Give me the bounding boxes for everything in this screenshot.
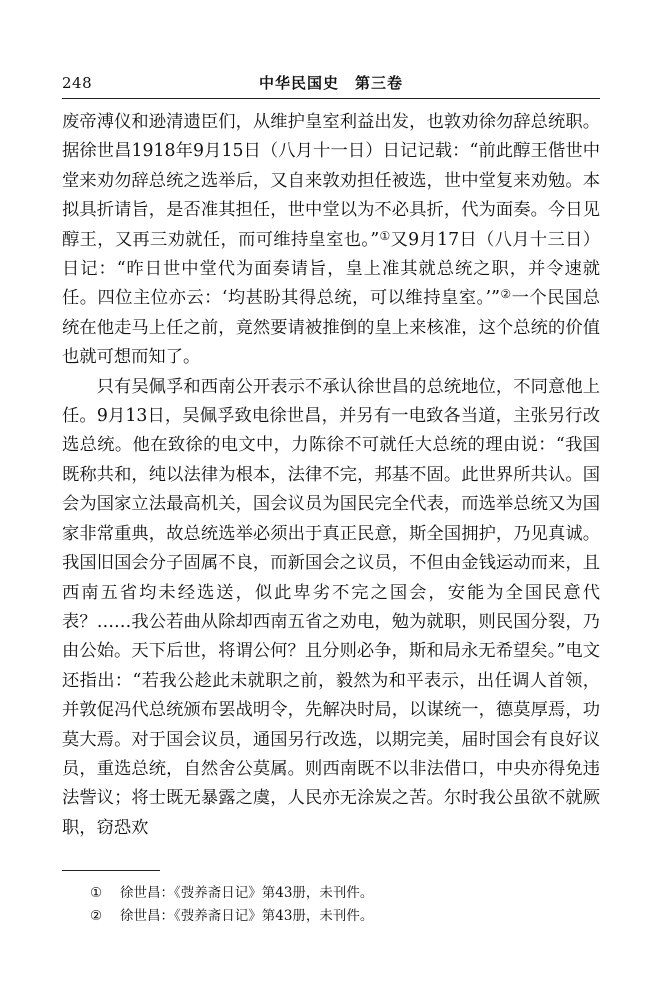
footnote-2 — [90, 905, 590, 928]
footnote-marker: ② — [90, 908, 103, 924]
footnote-ref-2[interactable]: ② — [499, 287, 512, 302]
footnote-marker: ① — [90, 885, 103, 901]
header-rule — [62, 98, 600, 99]
paragraph-1-part-b: 又9月17日（八月十三日）日记：“昨日世中堂代为面奏请旨，皇上准其就总统之职，并令速就任。四位主位亦云：‘均甚盼其得总统，可以维持皇室。’” — [62, 229, 600, 309]
footnotes — [90, 882, 590, 928]
footnote-ref-1[interactable]: ① — [379, 228, 391, 243]
page-header — [62, 70, 600, 96]
footnote-text: 徐世昌：《弢养斋日记》第43册，未刊件。 — [120, 908, 374, 924]
footnote-text: 徐世昌：《弢养斋日记》第43册，未刊件。 — [120, 885, 374, 901]
footnote-rule — [62, 870, 160, 871]
paragraph-1 — [62, 108, 600, 373]
paragraph-2: 只有吴佩孚和西南公开表示不承认徐世昌的总统地位，不同意他上任。9月13日，吴佩孚致电徐世昌，并另有一电致各当道，主张另行改选总统。他在致徐的电文中，力陈徐不可就任大总统的理由说：“我国既称共和，纯以法律为根本，法律不完，邦基不固。此世界所共认。国会为国家立法最高机关，国会议员为国民完全代表，而选举总统又为国家非常重典，故总统选举必须出于真正民意，斯全国拥护，乃见真诚。我国旧国会分子固属不良，而新国会之议员，不但由金钱运动而来，且西南五省均未经选送，似此卑劣不完之国会，安能为全国民意代表？……我公若曲从除却西南五省之劝电，勉为就职，则民国分裂，乃由公始。天下后世，将谓公何？且分则必争，斯和局永无希望矣。”电文还指出：“若我公趁此未就职之前，毅然为和平表示，出任调人首领，并敦促冯代总统颁布罢战明令，先解决时局，以谋统一，德莫厚焉，功莫大焉。对于国会议员，通国另行改选，以期完美，届时国会有良好议员，重选总统，自然舍公莫属。则西南既不以非法借口，中央亦得免违法訾议；将士既无暴露之虞，人民亦无涂炭之苦。尔时我公虽欲不就厥职，窃恐欢 — [62, 376, 600, 838]
body-text — [62, 108, 600, 843]
running-title: 中华民国史 第三卷 — [258, 74, 403, 92]
footnote-1 — [90, 882, 590, 905]
paragraph-1-part-c: 一个民国总统在他走马上任之前，竟然要请被推倒的皇上来核准，这个总统的价值也就可想而知了。 — [62, 288, 600, 368]
paragraph-1-part-a: 废帝溥仪和逊清遗臣们，从维护皇室利益出发，也敦劝徐勿辞总统职。据徐世昌1918年9月15日（八月十一日）日记记载：“前此醇王偕世中堂来劝勿辞总统之选举后，又自来敦劝担任被选，世中堂复来劝勉。本拟具折请旨，是否准其担任，世中堂以为不必具折，代为面奏。今日见醇王，又再三劝就任，而可维持皇室也。” — [62, 112, 600, 250]
page-number: 248 — [62, 74, 93, 92]
